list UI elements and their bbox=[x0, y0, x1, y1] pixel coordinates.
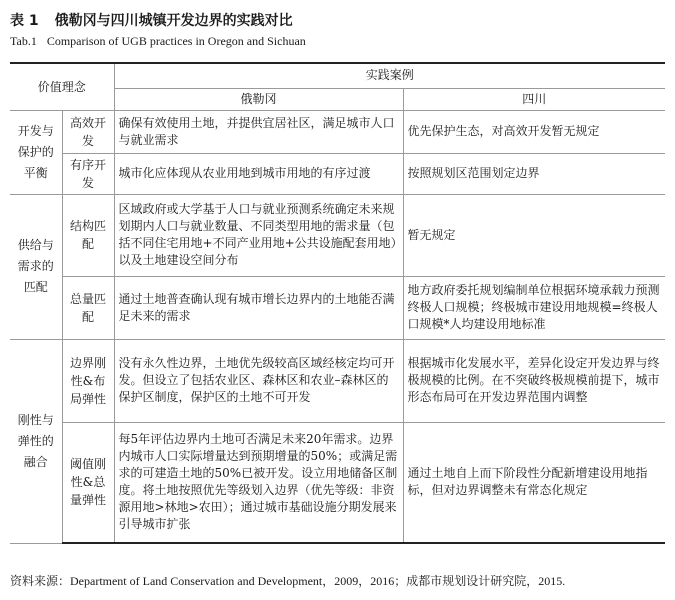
sichuan-cell: 按照规划区范围划定边界 bbox=[403, 153, 665, 194]
table-caption-cn bbox=[10, 10, 293, 30]
sub-label: 边界刚性&布局弹性 bbox=[62, 339, 114, 422]
comparison-table bbox=[10, 62, 665, 544]
header-oregon: 俄勒冈 bbox=[114, 88, 403, 110]
source-note: 资料来源：Department of Land Conservation and Development，2009，2016；成都市规划设计研究院，2015. bbox=[10, 574, 566, 588]
sichuan-cell: 通过土地自上而下阶段性分配新增建设用地指标，但对边界调整未有常态化规定 bbox=[403, 422, 665, 543]
table-row bbox=[10, 339, 665, 422]
table-title: 俄勒冈与四川城镇开发边界的实践对比 bbox=[54, 13, 293, 29]
sub-label: 总量匹配 bbox=[62, 276, 114, 339]
group-label: 刚性与弹性的融合 bbox=[10, 339, 62, 543]
oregon-cell: 确保有效使用土地，并提供宜居社区，满足城市人口与就业需求 bbox=[114, 110, 403, 153]
sub-label: 高效开发 bbox=[62, 110, 114, 153]
header-row bbox=[10, 63, 665, 88]
header-sichuan: 四川 bbox=[403, 88, 665, 110]
table-row bbox=[10, 110, 665, 153]
sichuan-cell: 根据城市化发展水平，差异化设定开发边界与终极规模的比例。在不突破终极规模前提下，城市形态布局可在开发边界范围内调整 bbox=[403, 339, 665, 422]
sichuan-cell: 优先保护生态，对高效开发暂无规定 bbox=[403, 110, 665, 153]
table-row bbox=[10, 194, 665, 276]
header-value-concept: 价值理念 bbox=[10, 63, 114, 110]
table-number: 表 1 bbox=[10, 13, 39, 29]
sichuan-cell: 暂无规定 bbox=[403, 194, 665, 276]
table-row bbox=[10, 422, 665, 543]
sichuan-cell: 地方政府委托规划编制单位根据环境承载力预测终极人口规模；终极城市建设用地规模=终极人口规模*人均建设用地标准 bbox=[403, 276, 665, 339]
sub-label: 结构匹配 bbox=[62, 194, 114, 276]
header-practice-cases: 实践案例 bbox=[114, 63, 665, 88]
table-caption-en bbox=[10, 34, 306, 49]
table-row bbox=[10, 153, 665, 194]
oregon-cell: 没有永久性边界，土地优先级较高区域经核定均可开发。但设立了包括农业区、森林区和农业–森林区的保护区制度，保护区的土地不可开发 bbox=[114, 339, 403, 422]
sub-label: 阈值刚性&总量弹性 bbox=[62, 422, 114, 543]
table-row bbox=[10, 276, 665, 339]
sub-label: 有序开发 bbox=[62, 153, 114, 194]
group-label: 开发与保护的平衡 bbox=[10, 110, 62, 194]
oregon-cell: 区域政府或大学基于人口与就业预测系统确定未来规划期内人口与就业数量、不同类型用地的需求量（包括不同住宅用地+不同产业用地+公共设施配套用地）以及土地建设空间分布 bbox=[114, 194, 403, 276]
table-number-en: Tab.1 bbox=[10, 34, 37, 48]
oregon-cell: 每5年评估边界内土地可否满足未来20年需求。边界内城市人口实际增量达到预期增量的50%；或满足需求的可建造土地的50%已被开发。设立用地储备区制度。将土地按照优先等级划入边界（优先等级：非资源用地>林地>农田）；通过城市基础设施分期发展来引导城市扩张 bbox=[114, 422, 403, 543]
group-label: 供给与需求的匹配 bbox=[10, 194, 62, 339]
oregon-cell: 通过土地普查确认现有城市增长边界内的土地能否满足未来的需求 bbox=[114, 276, 403, 339]
oregon-cell: 城市化应体现从农业用地到城市用地的有序过渡 bbox=[114, 153, 403, 194]
table-title-en: Comparison of UGB practices in Oregon and Sichuan bbox=[46, 34, 306, 48]
